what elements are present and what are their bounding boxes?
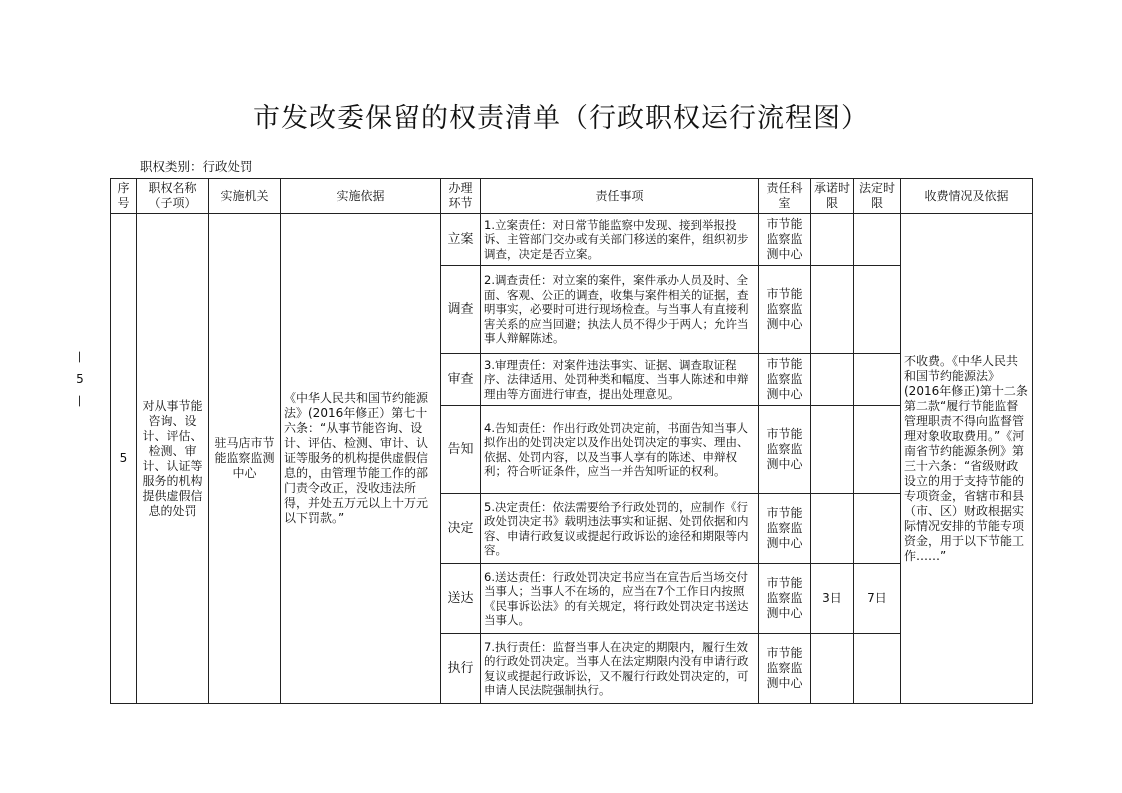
cell-legal bbox=[854, 406, 901, 494]
cell-dept: 市节能监察监测中心 bbox=[759, 494, 811, 564]
header-step: 办理环节 bbox=[441, 179, 481, 214]
cell-duty: 2.调查责任：对立案的案件，案件承办人员及时、全面、客观、公正的调查，收集与案件相关的证据，查明事实，必要时可进行现场检查。与当事人有直接利害关系的应当回避；执法人员不得少于两人；允许当事人辩解陈述。 bbox=[481, 266, 759, 354]
header-seq: 序号 bbox=[111, 179, 137, 214]
header-basis: 实施依据 bbox=[281, 179, 441, 214]
page-number-dash-bottom: — bbox=[73, 395, 87, 407]
cell-agency: 驻马店市节能监察监测中心 bbox=[209, 214, 281, 704]
cell-step: 送达 bbox=[441, 564, 481, 634]
cell-step: 执行 bbox=[441, 634, 481, 704]
header-dept: 责任科室 bbox=[759, 179, 811, 214]
header-name: 职权名称（子项） bbox=[137, 179, 209, 214]
cell-promise bbox=[811, 266, 854, 354]
page-number bbox=[70, 345, 90, 413]
cell-duty: 3.审理责任：对案件违法事实、证据、调查取证程序、法律适用、处罚种类和幅度、当事人陈述和申辩理由等方面进行审查，提出处理意见。 bbox=[481, 354, 759, 406]
header-agency: 实施机关 bbox=[209, 179, 281, 214]
cell-legal bbox=[854, 634, 901, 704]
cell-dept: 市节能监察监测中心 bbox=[759, 634, 811, 704]
cell-duty: 5.决定责任：依法需要给予行政处罚的，应制作《行政处罚决定书》载明违法事实和证据、处罚依据和内容、申请行政复议或提起行政诉讼的途径和期限等内容。 bbox=[481, 494, 759, 564]
cell-legal bbox=[854, 214, 901, 266]
cell-step: 审查 bbox=[441, 354, 481, 406]
cell-basis: 《中华人民共和国节约能源法》(2016年修正）第七十六条：“从事节能咨询、设计、评估、检测、审计、认证等服务的机构提供虚假信息的，由管理节能工作的部门责令改正，没收违法所得，并处五万元以上十万元以下罚款。” bbox=[281, 214, 441, 704]
cell-name: 对从事节能咨询、设计、评估、检测、审计、认证等服务的机构提供虚假信息的处罚 bbox=[137, 214, 209, 704]
category-label: 职权类别：行政处罚 bbox=[140, 159, 253, 174]
cell-legal bbox=[854, 354, 901, 406]
cell-promise bbox=[811, 354, 854, 406]
header-fee: 收费情况及依据 bbox=[901, 179, 1033, 214]
cell-duty: 1.立案责任：对日常节能监察中发现、接到举报投诉、主管部门交办或有关部门移送的案件，组织初步调查，决定是否立案。 bbox=[481, 214, 759, 266]
cell-seq: 5 bbox=[111, 214, 137, 704]
cell-step: 告知 bbox=[441, 406, 481, 494]
cell-legal bbox=[854, 494, 901, 564]
cell-dept: 市节能监察监测中心 bbox=[759, 266, 811, 354]
cell-promise bbox=[811, 214, 854, 266]
responsibility-table bbox=[110, 178, 1033, 704]
page-number-dash-top: — bbox=[73, 351, 87, 363]
cell-dept: 市节能监察监测中心 bbox=[759, 214, 811, 266]
cell-fee: 不收费。《中华人民共和国节约能源法》(2016年修正)第十二条第二款“履行节能监督管理职责不得向监督管理对象收取费用。”《河南省节约能源条例》第三十六条：“省级财政设立的用于支持节能的专项资金，省辖市和县（市、区）财政根据实际情况安排的节能专项资金，用于以下节能工作……” bbox=[901, 214, 1033, 704]
cell-promise bbox=[811, 406, 854, 494]
header-promise: 承诺时限 bbox=[811, 179, 854, 214]
cell-promise: 3日 bbox=[811, 564, 854, 634]
cell-dept: 市节能监察监测中心 bbox=[759, 354, 811, 406]
cell-dept: 市节能监察监测中心 bbox=[759, 406, 811, 494]
cell-step: 立案 bbox=[441, 214, 481, 266]
document-title: 市发改委保留的权责清单（行政职权运行流程图） bbox=[253, 103, 869, 134]
cell-duty: 4.告知责任：作出行政处罚决定前，书面告知当事人拟作出的处罚决定以及作出处罚决定的事实、理由、依据、处罚内容，以及当事人享有的陈述、申辩权利；符合听证条件，应当一并告知听证的权利。 bbox=[481, 406, 759, 494]
header-duty: 责任事项 bbox=[481, 179, 759, 214]
cell-legal bbox=[854, 266, 901, 354]
cell-dept: 市节能监察监测中心 bbox=[759, 564, 811, 634]
table-header-row bbox=[111, 179, 1033, 214]
cell-step: 调查 bbox=[441, 266, 481, 354]
cell-legal: 7日 bbox=[854, 564, 901, 634]
page-number-value: 5 bbox=[76, 372, 84, 386]
cell-promise bbox=[811, 494, 854, 564]
cell-step: 决定 bbox=[441, 494, 481, 564]
table-row bbox=[111, 214, 1033, 266]
header-legal: 法定时限 bbox=[854, 179, 901, 214]
cell-duty: 7.执行责任：监督当事人在决定的期限内，履行生效的行政处罚决定。当事人在法定期限内没有申请行政复议或提起行政诉讼，又不履行行政处罚决定的，可申请人民法院强制执行。 bbox=[481, 634, 759, 704]
cell-duty: 6.送达责任：行政处罚决定书应当在宣告后当场交付当事人；当事人不在场的，应当在7个工作日内按照《民事诉讼法》的有关规定，将行政处罚决定书送达当事人。 bbox=[481, 564, 759, 634]
cell-promise bbox=[811, 634, 854, 704]
